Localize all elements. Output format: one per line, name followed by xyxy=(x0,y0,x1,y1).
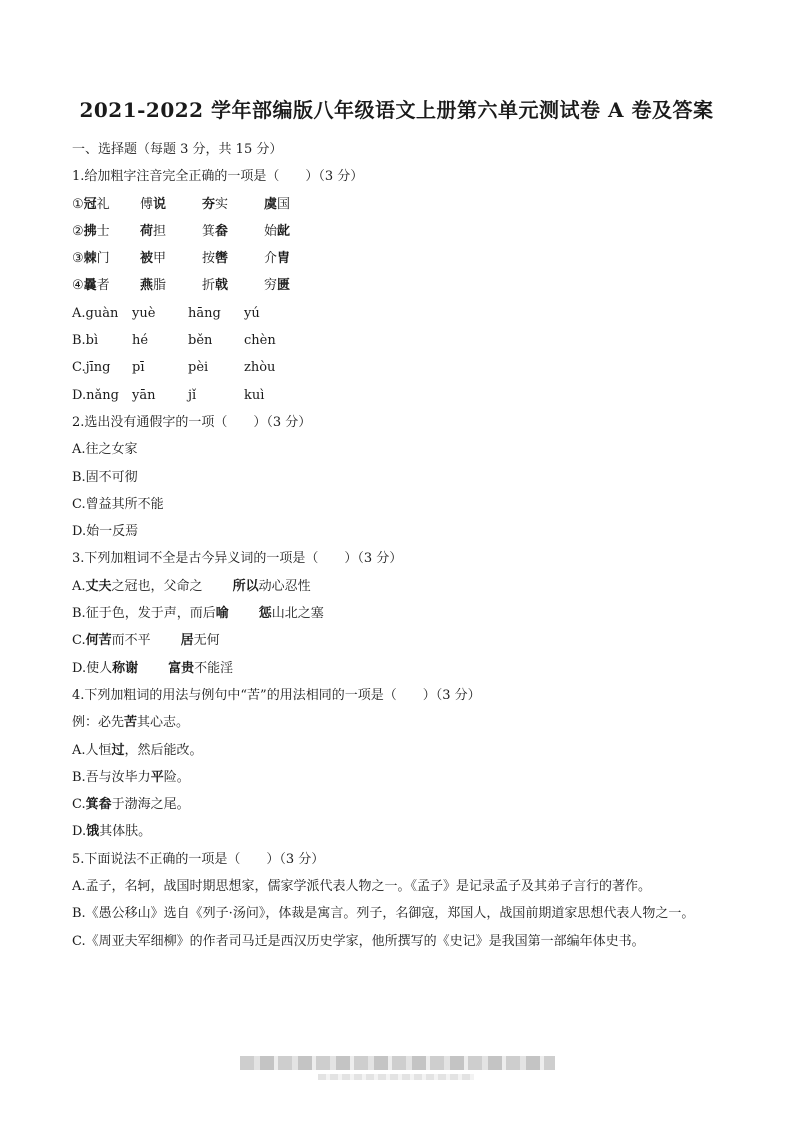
option-letter: D. xyxy=(72,660,87,676)
question-3-option-a xyxy=(72,573,722,600)
option-text: ，然后能改。 xyxy=(124,742,203,758)
pinyin-item: A.guàn xyxy=(72,305,119,321)
pinyin-item: hāng xyxy=(188,305,221,321)
pinyin-item: yú xyxy=(244,305,260,321)
question-5-stem: 5.下面说法不正确的一项是（ ）（3 分） xyxy=(72,851,325,867)
bold-char: 夯 xyxy=(202,196,216,212)
bold-char: 匮 xyxy=(277,278,291,294)
bold-word: 过 xyxy=(111,742,125,758)
word-text: 箕 xyxy=(202,223,216,239)
word-text: 介 xyxy=(264,251,278,267)
word-text: 甲 xyxy=(153,251,167,267)
bold-word: 平 xyxy=(150,769,164,785)
bold-word: 所以 xyxy=(232,578,259,594)
pinyin-item: chèn xyxy=(244,333,276,349)
option-letter: B. xyxy=(72,606,86,622)
question-1-pinyin-option xyxy=(72,300,722,327)
option-text: 而不平 xyxy=(111,633,151,649)
question-1-row xyxy=(72,245,722,272)
word-item xyxy=(264,191,290,218)
question-1-row xyxy=(72,191,722,218)
bold-char: 戟 xyxy=(215,278,229,294)
question-3-option-d xyxy=(72,655,722,682)
question-4-stem: 4.下列加粗词的用法与例句中“苦”的用法相同的一项是（ ）（3 分） xyxy=(72,687,481,703)
question-4-option-c xyxy=(72,791,722,818)
pinyin-item: B.bì xyxy=(72,333,99,349)
bold-word: 丈夫 xyxy=(85,578,112,594)
word-item xyxy=(202,245,264,272)
word-text: 门 xyxy=(96,251,110,267)
bold-char: 畚 xyxy=(215,223,229,239)
option-text: D. xyxy=(72,824,87,840)
question-5-option-a: A.孟子，名轲，战国时期思想家，儒家学派代表人物之一。《孟子》是记录孟子及其弟子言行的著作。 xyxy=(72,879,652,895)
word-text: 者 xyxy=(96,278,110,294)
bold-char: 说 xyxy=(153,196,167,212)
word-item xyxy=(202,272,264,299)
option-text: 之冠也，父命之 xyxy=(111,578,203,594)
word-text: 折 xyxy=(202,278,216,294)
bold-char: 辔 xyxy=(215,251,229,267)
question-2-option-d: D.始一反焉 xyxy=(72,524,139,540)
pinyin-item: hé xyxy=(132,333,149,349)
option-text: 不能淫 xyxy=(194,660,234,676)
word-text: 礼 xyxy=(96,196,110,212)
option-text: 其体肤。 xyxy=(99,824,152,840)
exam-content xyxy=(72,136,722,955)
bold-char: 棘 xyxy=(83,251,97,267)
question-4-example xyxy=(72,709,722,736)
word-item xyxy=(202,218,264,245)
option-text: 无何 xyxy=(193,633,220,649)
word-text: 国 xyxy=(277,196,291,212)
option-text: 使人 xyxy=(86,660,113,676)
word-text: 穷 xyxy=(264,278,278,294)
word-text: 士 xyxy=(96,223,110,239)
blurred-footer-watermark xyxy=(240,1056,555,1070)
word-item xyxy=(202,191,264,218)
pinyin-item: pī xyxy=(132,360,145,376)
word-text: 实 xyxy=(215,196,229,212)
pinyin-item: yuè xyxy=(132,305,156,321)
bold-char: 龀 xyxy=(277,223,291,239)
word-item xyxy=(140,218,202,245)
option-text: C. xyxy=(72,797,86,813)
word-text: 担 xyxy=(153,223,167,239)
question-1-row xyxy=(72,272,722,299)
word-item xyxy=(140,191,202,218)
example-text: 例：必先 xyxy=(72,715,125,731)
word-item xyxy=(72,245,140,272)
option-letter: C. xyxy=(72,633,86,649)
question-1-stem: 1.给加粗字注音完全正确的一项是（ ）（3 分） xyxy=(72,169,364,185)
bold-char: 燕 xyxy=(140,278,154,294)
question-2-option-b: B.固不可彻 xyxy=(72,469,138,485)
bold-char: 荷 xyxy=(140,223,154,239)
word-item xyxy=(72,218,140,245)
bold-word: 饿 xyxy=(86,824,100,840)
word-text: 脂 xyxy=(153,278,167,294)
word-item xyxy=(140,245,202,272)
option-text: 征于色，发于声，而后 xyxy=(85,606,216,622)
word-text: 傅 xyxy=(140,196,154,212)
question-5-option-b: B.《愚公移山》选自《列子·汤问》，体裁是寓言。列子，名御寇，郑国人，战国前期道家思想代表人物之一。 xyxy=(72,906,695,922)
pinyin-item: zhòu xyxy=(244,360,276,376)
option-letter: A. xyxy=(72,578,86,594)
bold-word: 何苦 xyxy=(85,633,112,649)
question-1-pinyin-option xyxy=(72,354,722,381)
question-1-word-rows xyxy=(72,191,722,300)
option-text: 动心忍性 xyxy=(258,578,311,594)
bold-word: 富贵 xyxy=(168,660,195,676)
bold-word: 居 xyxy=(180,633,194,649)
bold-char: 胄 xyxy=(277,251,291,267)
word-text: ③ xyxy=(72,251,84,267)
bold-word: 喻 xyxy=(215,606,229,622)
pinyin-item: jǐ xyxy=(188,387,197,403)
word-text: ② xyxy=(72,223,84,239)
word-item xyxy=(72,191,140,218)
bold-word: 称谢 xyxy=(112,660,139,676)
question-4-option-b xyxy=(72,764,722,791)
pinyin-item: C.jīng xyxy=(72,360,111,376)
question-3-option-c xyxy=(72,627,722,654)
word-item xyxy=(140,272,202,299)
option-text: 险。 xyxy=(163,769,190,785)
word-text: 按 xyxy=(202,251,216,267)
option-text: 山北之塞 xyxy=(271,606,324,622)
question-1-pinyin-option xyxy=(72,327,722,354)
word-text: 始 xyxy=(264,223,278,239)
bold-word: 苦 xyxy=(124,715,138,731)
pinyin-item: pèi xyxy=(188,360,209,376)
question-1-pinyin-option xyxy=(72,382,722,409)
pinyin-item: D.nǎng xyxy=(72,387,119,403)
bold-char: 冠 xyxy=(83,196,97,212)
question-1-pinyin-options xyxy=(72,300,722,409)
word-item xyxy=(264,245,290,272)
question-2-option-c: C.曾益其所不能 xyxy=(72,496,164,512)
pinyin-item: kuì xyxy=(244,387,265,403)
bold-char: 被 xyxy=(140,251,154,267)
question-3-option-b xyxy=(72,600,722,627)
section-heading: 一、选择题（每题 3 分，共 15 分） xyxy=(72,142,283,157)
pinyin-item: běn xyxy=(188,333,213,349)
word-text: ④ xyxy=(72,278,84,294)
bold-char: 虞 xyxy=(264,196,278,212)
bold-char: 拂 xyxy=(83,223,97,239)
question-1-row xyxy=(72,218,722,245)
option-text: 于渤海之尾。 xyxy=(111,797,190,813)
question-4-option-a xyxy=(72,737,722,764)
page-title: 2021-2022 学年部编版八年级语文上册第六单元测试卷 A 卷及答案 xyxy=(79,98,714,122)
word-text: ① xyxy=(72,196,84,212)
option-text: B.吾与汝毕力 xyxy=(72,769,151,785)
question-2-option-a: A.往之女家 xyxy=(72,442,138,458)
bold-char: 曩 xyxy=(83,278,97,294)
question-4-option-d xyxy=(72,818,722,845)
word-item xyxy=(264,218,290,245)
question-3-stem: 3.下列加粗词不全是古今异义词的一项是（ ）（3 分） xyxy=(72,551,403,567)
pinyin-item: yān xyxy=(132,387,156,403)
word-item xyxy=(264,272,290,299)
bold-word: 箕畚 xyxy=(85,797,112,813)
question-5-option-c: C.《周亚夫军细柳》的作者司马迁是西汉历史学家，他所撰写的《史记》是我国第一部编年体史书。 xyxy=(72,933,645,949)
bold-word: 惩 xyxy=(258,606,272,622)
blurred-footer-watermark-line xyxy=(318,1074,474,1080)
example-text: 其心志。 xyxy=(137,715,190,731)
word-item xyxy=(72,272,140,299)
question-2-stem: 2.选出没有通假字的一项（ ）（3 分） xyxy=(72,414,312,430)
option-text: A.人恒 xyxy=(72,742,112,758)
